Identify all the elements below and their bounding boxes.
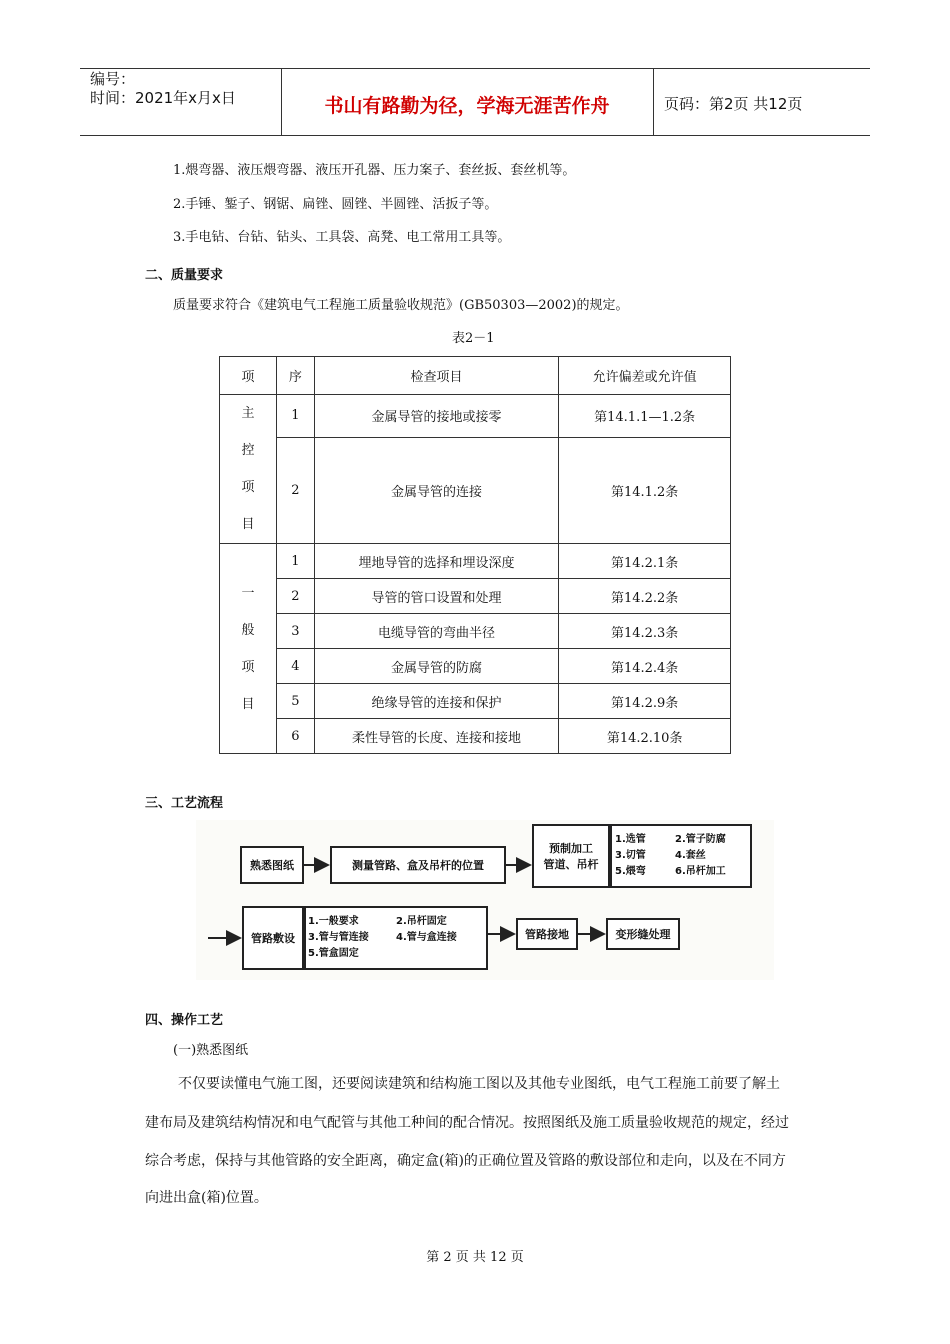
check-item: 绝缘导管的连接和保护: [314, 684, 558, 719]
row-number: 3: [276, 614, 314, 649]
flow-laying-items-box: 1.一般要求 2.吊杆固定 3.管与管连接 4.管与盒连接 5.管盒固定: [304, 906, 488, 970]
check-item: 电缆导管的弯曲半径: [314, 614, 558, 649]
header-cell: 序: [276, 357, 314, 395]
check-item: 导管的管口设置和处理: [314, 579, 558, 614]
tools-line-2: 2.手锤、錾子、钢锯、扁锉、圆锉、半圆锉、活扳子等。: [173, 197, 498, 212]
row-number: 6: [276, 719, 314, 754]
flow-step-prefab: 预制加工 管道、吊杆: [532, 824, 610, 888]
row-number: 2: [276, 437, 314, 543]
time-label: 时间：2021年x月x日: [90, 89, 236, 107]
allowed-value: 第14.2.1条: [559, 544, 731, 579]
check-item: 金属导管的接地或接零: [314, 395, 558, 438]
table-row: [220, 579, 731, 614]
quality-table: [219, 356, 731, 754]
header-cell: 允许偏差或允许值: [559, 357, 731, 395]
row-number: 1: [276, 395, 314, 438]
group-main-control: 主 控 项 目: [220, 395, 277, 544]
table-row: [220, 719, 731, 754]
body-line: 向进出盒(箱)位置。: [145, 1190, 268, 1206]
header-bottom-rule: [80, 135, 870, 136]
table-row: [220, 649, 731, 684]
table-row: [220, 614, 731, 649]
body-line: 不仅要读懂电气施工图，还要阅读建筑和结构施工图以及其他专业图纸，电气工程施工前要了解土: [178, 1076, 780, 1092]
section-heading: 二、质量要求: [145, 268, 224, 283]
quality-text: 质量要求符合《建筑电气工程施工质量验收规范》(GB50303—2002)的规定。: [173, 298, 629, 313]
table-row: [220, 544, 731, 579]
row-number: 4: [276, 649, 314, 684]
row-number: 1: [276, 544, 314, 579]
flow-step-laying: 管路敷设: [242, 906, 304, 970]
header-cell: 检查项目: [314, 357, 558, 395]
header-motto: 书山有路勤为径，学海无涯苦作舟: [324, 95, 610, 117]
check-item: 埋地导管的选择和埋设深度: [314, 544, 558, 579]
header-divider: [653, 68, 654, 136]
row-number: 2: [276, 579, 314, 614]
table-header-row: [220, 357, 731, 395]
tools-line-1: 1.煨弯器、液压煨弯器、液压开孔器、压力案子、套丝扳、套丝机等。: [173, 163, 576, 178]
table-row: [220, 684, 731, 719]
header-cell: 项: [220, 357, 277, 395]
allowed-value: 第14.1.1—1.2条: [559, 395, 731, 438]
allowed-value: 第14.2.10条: [559, 719, 731, 754]
tools-line-3: 3.手电钻、台钻、钻头、工具袋、高凳、电工常用工具等。: [173, 230, 511, 245]
allowed-value: 第14.2.9条: [559, 684, 731, 719]
body-line: 建布局及建筑结构情况和电气配管与其他工种间的配合情况。按照图纸及施工质量验收规范的规定，经过: [145, 1115, 789, 1131]
header-top-rule: [80, 68, 870, 69]
header-page-info: 页码：第2页 共12页: [664, 95, 803, 113]
check-item: 金属导管的防腐: [314, 649, 558, 684]
allowed-value: 第14.2.3条: [559, 614, 731, 649]
header-left: [90, 70, 236, 108]
body-line: 综合考虑，保持与其他管路的安全距离，确定盒(箱)的正确位置及管路的敷设部位和走向，以及在不同方: [145, 1153, 786, 1169]
number-label: 编号：: [90, 70, 136, 88]
flow-step-grounding: 管路接地: [516, 918, 578, 950]
flow-step-read-drawings: 熟悉图纸: [240, 846, 304, 884]
check-item: 金属导管的连接: [314, 437, 558, 543]
flow-prefab-items-box: 1.选管 2.管子防腐 3.切管 4.套丝 5.煨弯 6.吊杆加工: [610, 824, 752, 888]
row-number: 5: [276, 684, 314, 719]
subheading: (一)熟悉图纸: [173, 1043, 249, 1058]
group-general: 一 般 项 目: [220, 544, 277, 754]
flow-step-measure: 测量管路、盒及吊杆的位置: [330, 846, 506, 884]
page-footer: 第 2 页 共 12 页: [426, 1250, 524, 1265]
allowed-value: 第14.1.2条: [559, 437, 731, 543]
allowed-value: 第14.2.2条: [559, 579, 731, 614]
table-row: [220, 395, 731, 438]
section-heading: 三、工艺流程: [145, 796, 224, 811]
process-flow-diagram: [196, 820, 774, 980]
allowed-value: 第14.2.4条: [559, 649, 731, 684]
table-caption: 表2－1: [452, 331, 495, 346]
check-item: 柔性导管的长度、连接和接地: [314, 719, 558, 754]
table-row: [220, 437, 731, 543]
section-heading: 四、操作工艺: [145, 1013, 224, 1028]
flow-step-expansion-joint: 变形缝处理: [606, 918, 680, 950]
